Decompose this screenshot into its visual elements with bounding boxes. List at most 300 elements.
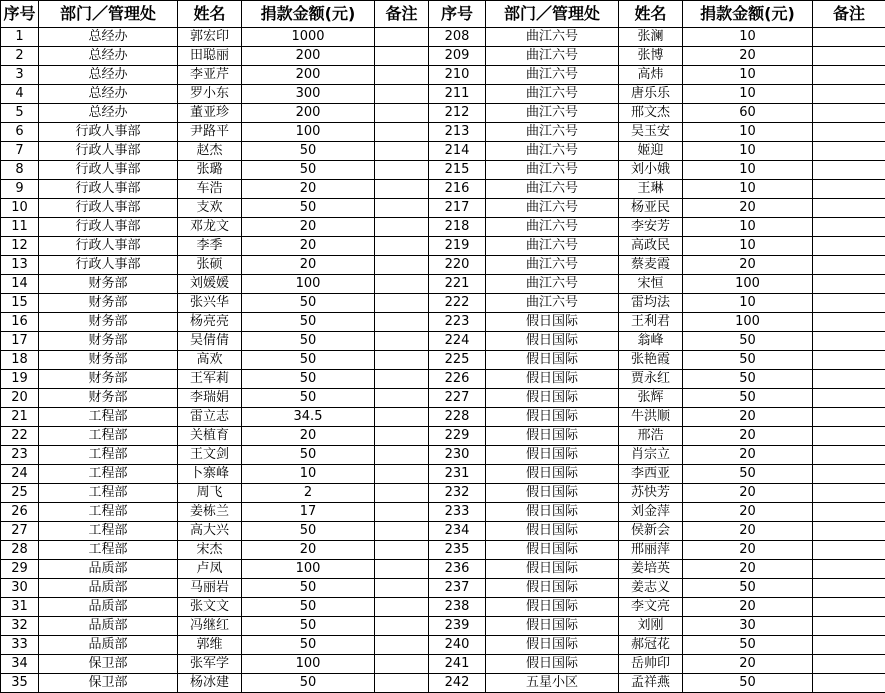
cell-seq-right: 228 xyxy=(429,408,486,427)
cell-name-left: 王军莉 xyxy=(178,370,242,389)
cell-remark-left xyxy=(375,85,429,104)
cell-name-left: 吴倩倩 xyxy=(178,332,242,351)
cell-seq-left: 3 xyxy=(1,66,39,85)
cell-name-right: 邢丽萍 xyxy=(619,541,683,560)
cell-amount-right: 50 xyxy=(683,465,813,484)
cell-name-right: 翁峰 xyxy=(619,332,683,351)
cell-remark-left xyxy=(375,332,429,351)
cell-seq-right: 225 xyxy=(429,351,486,370)
header-amount-right: 捐款金额(元) xyxy=(683,1,813,28)
cell-name-right: 贾永红 xyxy=(619,370,683,389)
cell-remark-left xyxy=(375,370,429,389)
cell-name-right: 张辉 xyxy=(619,389,683,408)
cell-amount-right: 20 xyxy=(683,541,813,560)
cell-amount-right: 20 xyxy=(683,408,813,427)
cell-remark-left xyxy=(375,655,429,674)
cell-department-right: 假日国际 xyxy=(486,636,619,655)
cell-name-right: 苏快芳 xyxy=(619,484,683,503)
cell-remark-left xyxy=(375,104,429,123)
cell-remark-right xyxy=(813,465,885,484)
cell-amount-right: 60 xyxy=(683,104,813,123)
cell-name-right: 姜培英 xyxy=(619,560,683,579)
cell-department-right: 假日国际 xyxy=(486,351,619,370)
table-row xyxy=(1,541,885,560)
cell-department-left: 品质部 xyxy=(39,560,178,579)
cell-amount-left: 100 xyxy=(242,655,375,674)
cell-department-left: 行政人事部 xyxy=(39,161,178,180)
cell-name-left: 高欢 xyxy=(178,351,242,370)
cell-remark-left xyxy=(375,484,429,503)
cell-name-right: 姜志义 xyxy=(619,579,683,598)
header-remark-right: 备注 xyxy=(813,1,885,28)
cell-amount-right: 20 xyxy=(683,560,813,579)
cell-remark-right xyxy=(813,275,885,294)
cell-remark-right xyxy=(813,104,885,123)
cell-department-left: 品质部 xyxy=(39,598,178,617)
cell-seq-right: 217 xyxy=(429,199,486,218)
cell-seq-left: 35 xyxy=(1,674,39,693)
cell-department-left: 财务部 xyxy=(39,332,178,351)
cell-name-right: 肖宗立 xyxy=(619,446,683,465)
cell-name-left: 杨冰建 xyxy=(178,674,242,693)
cell-department-right: 曲江六号 xyxy=(486,66,619,85)
cell-amount-right: 20 xyxy=(683,446,813,465)
cell-seq-right: 216 xyxy=(429,180,486,199)
cell-seq-right: 240 xyxy=(429,636,486,655)
cell-name-right: 张博 xyxy=(619,47,683,66)
cell-department-right: 曲江六号 xyxy=(486,237,619,256)
cell-department-left: 行政人事部 xyxy=(39,123,178,142)
cell-remark-right xyxy=(813,123,885,142)
cell-name-left: 田聪丽 xyxy=(178,47,242,66)
header-seq-left: 序号 xyxy=(1,1,39,28)
cell-seq-left: 14 xyxy=(1,275,39,294)
cell-amount-right: 10 xyxy=(683,237,813,256)
table-row xyxy=(1,503,885,522)
cell-name-right: 岳帅印 xyxy=(619,655,683,674)
cell-name-right: 高炜 xyxy=(619,66,683,85)
cell-amount-left: 50 xyxy=(242,636,375,655)
cell-name-right: 王琳 xyxy=(619,180,683,199)
cell-amount-right: 10 xyxy=(683,161,813,180)
cell-remark-left xyxy=(375,161,429,180)
cell-amount-right: 100 xyxy=(683,275,813,294)
cell-amount-left: 20 xyxy=(242,237,375,256)
cell-remark-right xyxy=(813,351,885,370)
cell-amount-right: 20 xyxy=(683,484,813,503)
cell-amount-left: 50 xyxy=(242,294,375,313)
cell-seq-right: 221 xyxy=(429,275,486,294)
cell-remark-left xyxy=(375,503,429,522)
cell-seq-left: 25 xyxy=(1,484,39,503)
cell-seq-right: 218 xyxy=(429,218,486,237)
cell-amount-right: 30 xyxy=(683,617,813,636)
cell-remark-left xyxy=(375,180,429,199)
cell-department-right: 假日国际 xyxy=(486,655,619,674)
cell-seq-left: 26 xyxy=(1,503,39,522)
cell-seq-left: 12 xyxy=(1,237,39,256)
table-row xyxy=(1,636,885,655)
table-row xyxy=(1,408,885,427)
cell-amount-left: 50 xyxy=(242,313,375,332)
cell-seq-right: 220 xyxy=(429,256,486,275)
cell-name-right: 张艳霞 xyxy=(619,351,683,370)
cell-remark-left xyxy=(375,66,429,85)
table-row xyxy=(1,199,885,218)
cell-seq-left: 13 xyxy=(1,256,39,275)
cell-name-right: 李文亮 xyxy=(619,598,683,617)
cell-seq-left: 9 xyxy=(1,180,39,199)
cell-department-left: 工程部 xyxy=(39,541,178,560)
cell-seq-right: 239 xyxy=(429,617,486,636)
table-row xyxy=(1,655,885,674)
cell-department-right: 曲江六号 xyxy=(486,294,619,313)
cell-department-left: 财务部 xyxy=(39,389,178,408)
cell-seq-left: 19 xyxy=(1,370,39,389)
cell-seq-right: 231 xyxy=(429,465,486,484)
cell-name-left: 支欢 xyxy=(178,199,242,218)
cell-name-left: 张文文 xyxy=(178,598,242,617)
cell-remark-right xyxy=(813,370,885,389)
cell-department-left: 工程部 xyxy=(39,503,178,522)
cell-amount-right: 50 xyxy=(683,332,813,351)
table-row xyxy=(1,104,885,123)
cell-seq-right: 215 xyxy=(429,161,486,180)
cell-amount-left: 50 xyxy=(242,199,375,218)
cell-seq-left: 4 xyxy=(1,85,39,104)
cell-remark-right xyxy=(813,560,885,579)
cell-name-left: 李瑞娟 xyxy=(178,389,242,408)
cell-remark-right xyxy=(813,484,885,503)
cell-name-left: 卢凤 xyxy=(178,560,242,579)
cell-remark-right xyxy=(813,408,885,427)
cell-amount-right: 50 xyxy=(683,579,813,598)
cell-name-right: 刘小娥 xyxy=(619,161,683,180)
cell-name-right: 郝冠花 xyxy=(619,636,683,655)
cell-amount-left: 50 xyxy=(242,370,375,389)
cell-remark-right xyxy=(813,180,885,199)
cell-seq-left: 17 xyxy=(1,332,39,351)
cell-seq-right: 210 xyxy=(429,66,486,85)
cell-department-left: 品质部 xyxy=(39,617,178,636)
cell-name-left: 车浩 xyxy=(178,180,242,199)
cell-seq-right: 235 xyxy=(429,541,486,560)
cell-amount-left: 50 xyxy=(242,598,375,617)
cell-name-right: 雷均法 xyxy=(619,294,683,313)
cell-seq-right: 233 xyxy=(429,503,486,522)
table-row xyxy=(1,142,885,161)
cell-seq-left: 30 xyxy=(1,579,39,598)
cell-name-right: 宋恒 xyxy=(619,275,683,294)
cell-name-right: 杨亚民 xyxy=(619,199,683,218)
cell-department-left: 财务部 xyxy=(39,370,178,389)
cell-seq-right: 219 xyxy=(429,237,486,256)
table-row xyxy=(1,161,885,180)
cell-amount-right: 10 xyxy=(683,123,813,142)
cell-name-left: 宋杰 xyxy=(178,541,242,560)
cell-remark-right xyxy=(813,541,885,560)
cell-remark-right xyxy=(813,313,885,332)
cell-amount-left: 100 xyxy=(242,123,375,142)
cell-seq-left: 15 xyxy=(1,294,39,313)
table-row xyxy=(1,237,885,256)
cell-remark-right xyxy=(813,28,885,47)
cell-department-right: 假日国际 xyxy=(486,560,619,579)
cell-department-left: 品质部 xyxy=(39,579,178,598)
cell-amount-left: 2 xyxy=(242,484,375,503)
cell-department-right: 曲江六号 xyxy=(486,104,619,123)
cell-department-right: 曲江六号 xyxy=(486,161,619,180)
cell-seq-left: 1 xyxy=(1,28,39,47)
cell-department-right: 假日国际 xyxy=(486,408,619,427)
cell-seq-right: 232 xyxy=(429,484,486,503)
cell-amount-left: 50 xyxy=(242,446,375,465)
header-department-right: 部门／管理处 xyxy=(486,1,619,28)
cell-department-left: 工程部 xyxy=(39,408,178,427)
cell-department-left: 工程部 xyxy=(39,427,178,446)
table-row xyxy=(1,427,885,446)
cell-remark-right xyxy=(813,579,885,598)
cell-seq-right: 213 xyxy=(429,123,486,142)
cell-name-left: 董亚珍 xyxy=(178,104,242,123)
header-row xyxy=(1,1,885,28)
cell-seq-right: 230 xyxy=(429,446,486,465)
cell-remark-right xyxy=(813,199,885,218)
table-body xyxy=(1,28,885,693)
cell-remark-left xyxy=(375,313,429,332)
cell-remark-left xyxy=(375,446,429,465)
cell-remark-right xyxy=(813,636,885,655)
cell-amount-left: 20 xyxy=(242,218,375,237)
cell-department-left: 财务部 xyxy=(39,294,178,313)
cell-name-right: 吴玉安 xyxy=(619,123,683,142)
cell-remark-left xyxy=(375,47,429,66)
cell-department-left: 财务部 xyxy=(39,351,178,370)
cell-remark-left xyxy=(375,218,429,237)
cell-name-left: 关植育 xyxy=(178,427,242,446)
cell-department-right: 曲江六号 xyxy=(486,218,619,237)
cell-department-right: 五星小区 xyxy=(486,674,619,693)
cell-amount-left: 50 xyxy=(242,389,375,408)
table-row xyxy=(1,66,885,85)
cell-seq-left: 27 xyxy=(1,522,39,541)
cell-seq-left: 8 xyxy=(1,161,39,180)
cell-name-right: 邢浩 xyxy=(619,427,683,446)
cell-seq-left: 11 xyxy=(1,218,39,237)
cell-amount-left: 300 xyxy=(242,85,375,104)
cell-name-left: 姜栋兰 xyxy=(178,503,242,522)
cell-seq-right: 236 xyxy=(429,560,486,579)
cell-name-right: 高政民 xyxy=(619,237,683,256)
cell-department-left: 总经办 xyxy=(39,85,178,104)
cell-department-left: 品质部 xyxy=(39,636,178,655)
cell-name-left: 卜寨峰 xyxy=(178,465,242,484)
cell-department-right: 曲江六号 xyxy=(486,180,619,199)
cell-name-left: 雷立志 xyxy=(178,408,242,427)
cell-department-right: 曲江六号 xyxy=(486,85,619,104)
cell-department-left: 财务部 xyxy=(39,313,178,332)
cell-remark-left xyxy=(375,522,429,541)
cell-remark-left xyxy=(375,28,429,47)
header-seq-right: 序号 xyxy=(429,1,486,28)
cell-name-right: 唐乐乐 xyxy=(619,85,683,104)
header-name-right: 姓名 xyxy=(619,1,683,28)
cell-department-left: 保卫部 xyxy=(39,655,178,674)
cell-name-right: 牛洪顺 xyxy=(619,408,683,427)
cell-remark-left xyxy=(375,579,429,598)
cell-remark-right xyxy=(813,161,885,180)
cell-department-left: 财务部 xyxy=(39,275,178,294)
cell-name-right: 侯新会 xyxy=(619,522,683,541)
cell-amount-right: 50 xyxy=(683,636,813,655)
cell-seq-left: 33 xyxy=(1,636,39,655)
cell-name-left: 罗小东 xyxy=(178,85,242,104)
cell-amount-left: 100 xyxy=(242,560,375,579)
cell-remark-left xyxy=(375,427,429,446)
cell-seq-left: 10 xyxy=(1,199,39,218)
cell-name-right: 姬迎 xyxy=(619,142,683,161)
cell-remark-right xyxy=(813,598,885,617)
cell-seq-right: 222 xyxy=(429,294,486,313)
cell-department-left: 行政人事部 xyxy=(39,218,178,237)
cell-name-right: 李西亚 xyxy=(619,465,683,484)
cell-amount-left: 20 xyxy=(242,256,375,275)
cell-seq-right: 238 xyxy=(429,598,486,617)
cell-department-left: 总经办 xyxy=(39,104,178,123)
cell-department-left: 工程部 xyxy=(39,446,178,465)
cell-department-left: 行政人事部 xyxy=(39,256,178,275)
table-row xyxy=(1,598,885,617)
header-name-left: 姓名 xyxy=(178,1,242,28)
cell-amount-left: 20 xyxy=(242,541,375,560)
table-row xyxy=(1,28,885,47)
cell-seq-left: 23 xyxy=(1,446,39,465)
cell-amount-right: 20 xyxy=(683,503,813,522)
cell-department-right: 假日国际 xyxy=(486,503,619,522)
cell-amount-left: 50 xyxy=(242,142,375,161)
cell-department-left: 工程部 xyxy=(39,465,178,484)
cell-seq-left: 32 xyxy=(1,617,39,636)
cell-name-right: 邢文杰 xyxy=(619,104,683,123)
cell-amount-right: 10 xyxy=(683,85,813,104)
cell-amount-right: 10 xyxy=(683,66,813,85)
cell-remark-left xyxy=(375,256,429,275)
cell-department-right: 假日国际 xyxy=(486,389,619,408)
cell-remark-right xyxy=(813,389,885,408)
cell-amount-left: 34.5 xyxy=(242,408,375,427)
table-row xyxy=(1,351,885,370)
cell-name-left: 张军学 xyxy=(178,655,242,674)
cell-amount-right: 20 xyxy=(683,427,813,446)
cell-name-left: 张硕 xyxy=(178,256,242,275)
cell-name-right: 刘金萍 xyxy=(619,503,683,522)
cell-remark-left xyxy=(375,351,429,370)
cell-amount-left: 200 xyxy=(242,104,375,123)
cell-seq-right: 214 xyxy=(429,142,486,161)
cell-department-right: 假日国际 xyxy=(486,427,619,446)
cell-name-right: 张澜 xyxy=(619,28,683,47)
cell-department-left: 总经办 xyxy=(39,28,178,47)
cell-remark-right xyxy=(813,427,885,446)
table-row xyxy=(1,218,885,237)
table-row xyxy=(1,389,885,408)
cell-name-right: 李安芳 xyxy=(619,218,683,237)
cell-remark-right xyxy=(813,522,885,541)
cell-seq-left: 22 xyxy=(1,427,39,446)
cell-department-left: 保卫部 xyxy=(39,674,178,693)
cell-seq-right: 209 xyxy=(429,47,486,66)
cell-remark-right xyxy=(813,47,885,66)
cell-seq-left: 21 xyxy=(1,408,39,427)
cell-department-right: 假日国际 xyxy=(486,313,619,332)
cell-remark-left xyxy=(375,636,429,655)
table-row xyxy=(1,370,885,389)
cell-remark-right xyxy=(813,294,885,313)
cell-amount-left: 10 xyxy=(242,465,375,484)
cell-amount-left: 50 xyxy=(242,522,375,541)
header-department-left: 部门／管理处 xyxy=(39,1,178,28)
cell-amount-right: 20 xyxy=(683,199,813,218)
cell-seq-left: 31 xyxy=(1,598,39,617)
cell-department-right: 曲江六号 xyxy=(486,142,619,161)
cell-name-left: 张兴华 xyxy=(178,294,242,313)
cell-department-right: 假日国际 xyxy=(486,579,619,598)
cell-remark-right xyxy=(813,503,885,522)
cell-remark-right xyxy=(813,85,885,104)
table-row xyxy=(1,579,885,598)
cell-department-right: 曲江六号 xyxy=(486,275,619,294)
cell-remark-left xyxy=(375,465,429,484)
cell-department-left: 总经办 xyxy=(39,66,178,85)
cell-amount-right: 50 xyxy=(683,370,813,389)
table-row xyxy=(1,484,885,503)
table-row xyxy=(1,465,885,484)
cell-department-right: 假日国际 xyxy=(486,484,619,503)
cell-name-left: 刘媛媛 xyxy=(178,275,242,294)
cell-name-right: 孟祥燕 xyxy=(619,674,683,693)
cell-amount-right: 20 xyxy=(683,256,813,275)
cell-name-left: 王文剑 xyxy=(178,446,242,465)
cell-remark-left xyxy=(375,541,429,560)
cell-remark-left xyxy=(375,598,429,617)
cell-seq-left: 6 xyxy=(1,123,39,142)
cell-department-right: 假日国际 xyxy=(486,370,619,389)
cell-seq-left: 24 xyxy=(1,465,39,484)
cell-seq-left: 29 xyxy=(1,560,39,579)
cell-remark-right xyxy=(813,218,885,237)
cell-remark-right xyxy=(813,655,885,674)
cell-name-right: 蔡麦霞 xyxy=(619,256,683,275)
cell-department-right: 假日国际 xyxy=(486,465,619,484)
cell-remark-left xyxy=(375,123,429,142)
cell-remark-left xyxy=(375,294,429,313)
cell-seq-left: 20 xyxy=(1,389,39,408)
cell-amount-left: 50 xyxy=(242,674,375,693)
cell-remark-left xyxy=(375,617,429,636)
cell-seq-left: 16 xyxy=(1,313,39,332)
cell-amount-right: 10 xyxy=(683,28,813,47)
table-row xyxy=(1,313,885,332)
cell-name-left: 杨亮亮 xyxy=(178,313,242,332)
cell-amount-left: 20 xyxy=(242,427,375,446)
cell-name-left: 尹路平 xyxy=(178,123,242,142)
cell-name-left: 李季 xyxy=(178,237,242,256)
cell-amount-right: 50 xyxy=(683,351,813,370)
cell-department-right: 曲江六号 xyxy=(486,256,619,275)
cell-remark-left xyxy=(375,142,429,161)
cell-remark-left xyxy=(375,389,429,408)
table-row xyxy=(1,617,885,636)
